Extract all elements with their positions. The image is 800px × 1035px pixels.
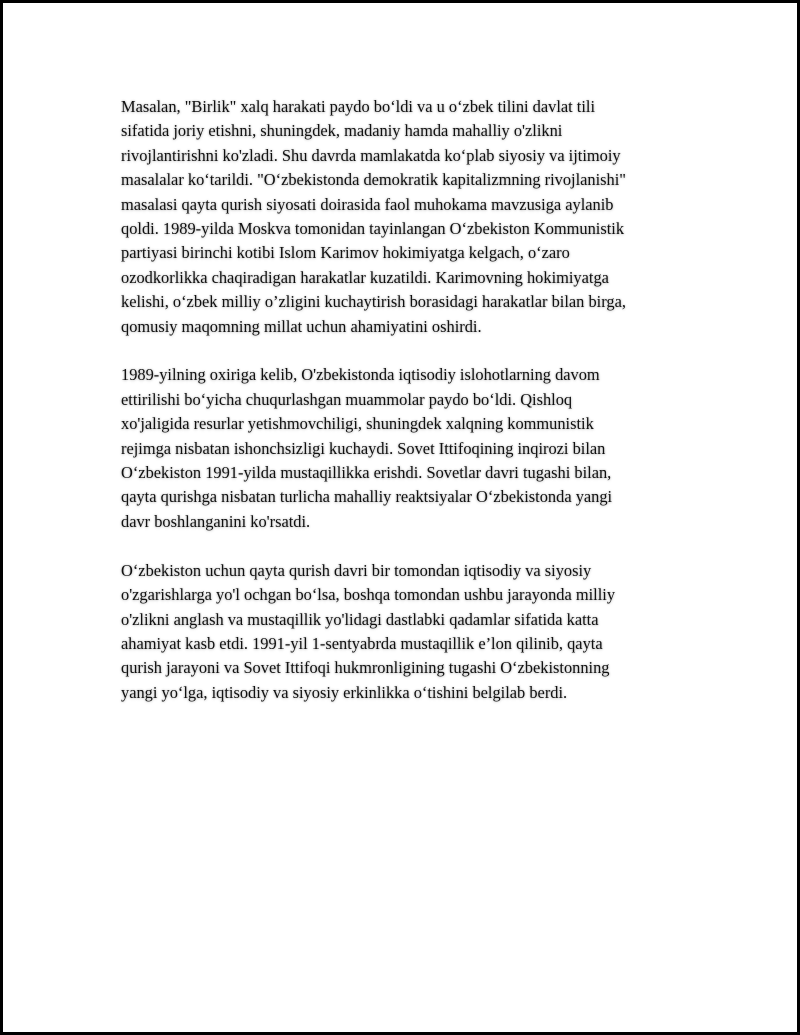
text-line: qayta qurishga nisbatan turlicha mahalliy reaktsiyalar O‘zbekistonda yangi	[121, 487, 613, 507]
text-line: sifatida joriy etishni, shuningdek, madaniy hamda mahalliy o'zlikni	[121, 121, 563, 141]
text-line: qomusiy maqomning millat uchun ahamiyatini oshirdi.	[121, 316, 482, 336]
text-line: qoldi. 1989-yilda Moskva tomonidan tayinlangan O‘zbekiston Kommunistik	[121, 219, 625, 239]
text-line: o'zlikni anglash va mustaqillik yo'lidagi dastlabki qadamlar sifatida katta	[121, 609, 599, 629]
text-line: kelishi, o‘zbek milliy o’zligini kuchaytirish borasidagi harakatlar bilan birga,	[121, 292, 626, 312]
paragraph-3	[121, 559, 701, 705]
text-line: O‘zbekiston 1991-yilda mustaqillikka erishdi. Sovetlar davri tugashi bilan,	[121, 463, 612, 483]
text-line: yangi yo‘lga, iqtisodiy va siyosiy erkinlikka o‘tishini belgilab berdi.	[121, 682, 568, 702]
text-line: 1989-yilning oxiriga kelib, O'zbekistonda iqtisodiy islohotlarning davom	[121, 365, 600, 385]
text-line: rejimga nisbatan ishonchsizligi kuchaydi. Sovet Ittifoqining inqirozi bilan	[121, 438, 606, 458]
text-line: masalalar ko‘tarildi. "O‘zbekistonda demokratik kapitalizmning rivojlanishi"	[121, 170, 626, 190]
text-line: masalasi qayta qurish siyosati doirasida faol muhokama mavzusiga aylanib	[121, 194, 614, 214]
text-line: rivojlantirishni ko'zladi. Shu davrda mamlakatda ko‘plab siyosiy va ijtimoiy	[121, 145, 621, 165]
text-line: davr boshlanganini ko'rsatdi.	[121, 511, 311, 531]
text-line: xo'jaligida resurlar yetishmovchiligi, shuningdek xalqning kommunistik	[121, 414, 594, 434]
text-line: Masalan, "Birlik" xalq harakati paydo bo‘ldi va u o‘zbek tilini davlat tili	[121, 97, 596, 116]
text-line: o'zgarishlarga yo'l ochgan bo‘lsa, boshqa tomondan ushbu jarayonda milliy	[121, 585, 616, 605]
text-line: ozodkorlikka chaqiradigan harakatlar kuzatildi. Karimovning hokimiyatga	[121, 267, 609, 287]
text-line: partiyasi birinchi kotibi Islom Karimov hokimiyatga kelgach, o‘zaro	[121, 243, 570, 263]
text-line: ettirilishi bo‘yicha chuqurlashgan muammolar paydo bo‘ldi. Qishloq	[121, 389, 573, 409]
paragraph-1	[121, 95, 701, 339]
text-line: qurish jarayoni va Sovet Ittifoqi hukmronligining tugashi O‘zbekistonning	[121, 658, 610, 678]
text-line: ahamiyat kasb etdi. 1991-yil 1-sentyabrda mustaqillik e’lon qilinib, qayta	[121, 633, 603, 653]
paragraph-2	[121, 363, 701, 534]
document-body	[121, 95, 701, 730]
text-line: O‘zbekiston uchun qayta qurish davri bir tomondan iqtisodiy va siyosiy	[121, 560, 592, 580]
